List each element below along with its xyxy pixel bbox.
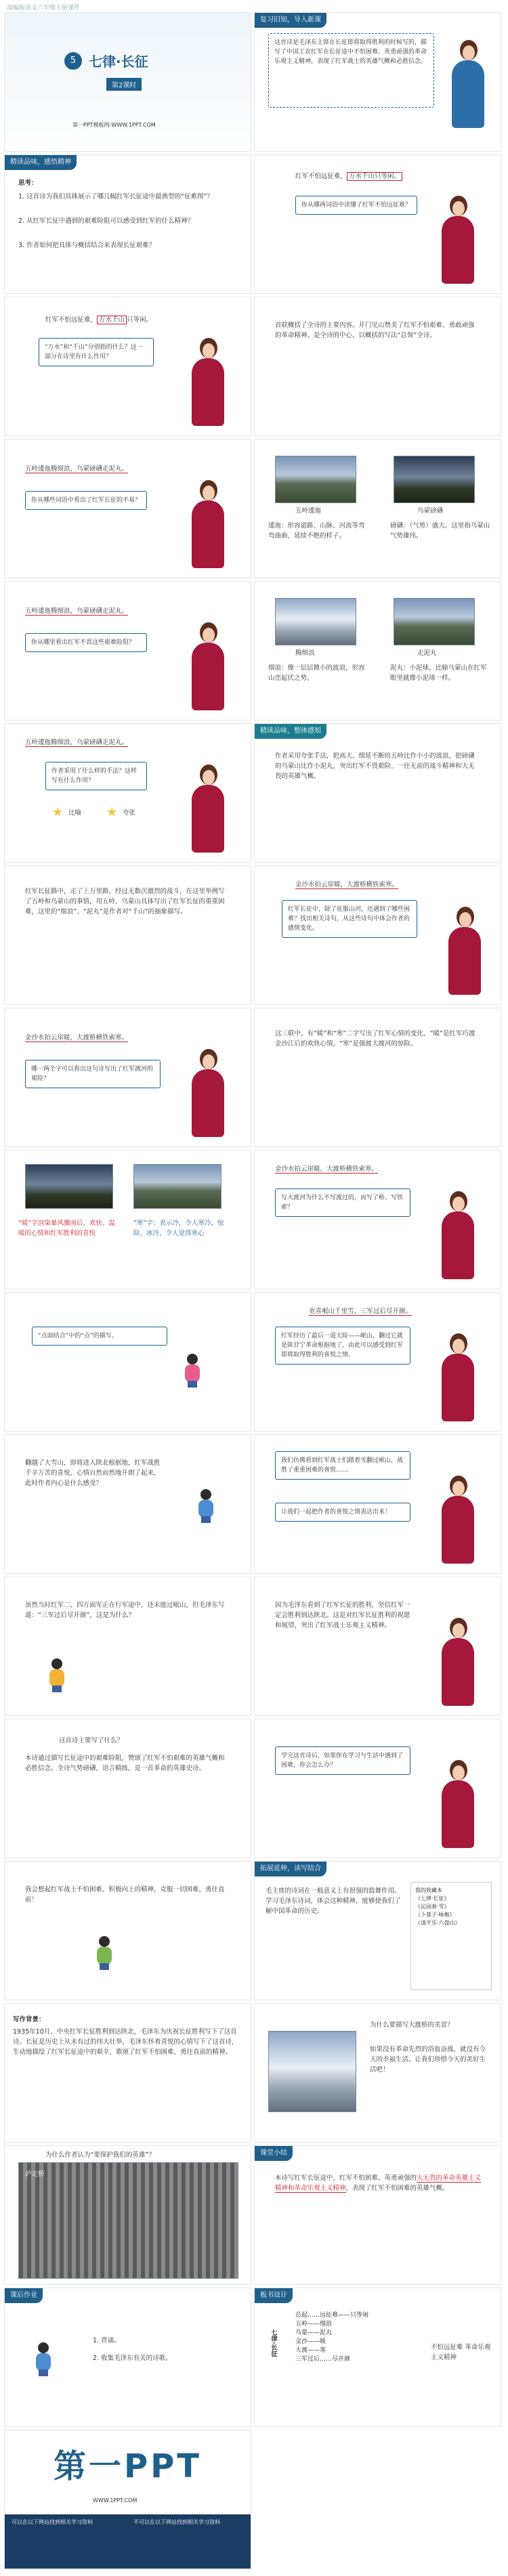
- summary-text: 本诗通过描写长征途中的艰难险阻，赞颂了红军不怕艰难的英雄气概和必胜信念。全诗气势磅礴，语言精练，是一首革命的英雄史诗。: [25, 1755, 225, 1772]
- poem-line: 五岭逶迤腾细浪，乌蒙磅礴走泥丸。: [25, 607, 129, 615]
- dadu-bridge-image: [133, 1164, 221, 1209]
- option-label: 比喻: [68, 809, 82, 817]
- slide-row: [4, 581, 504, 721]
- card-item: 《沁园春·雪》: [415, 1904, 450, 1910]
- teacher-illustration: [438, 1476, 478, 1564]
- slide-warm-cold-question[interactable]: [4, 1008, 251, 1147]
- answer-text: 这三联中，有“暖”和“寒”二字写出了红军心情的变化，“暖”是红军巧渡金沙江后的欢快心情，“寒”是强渡大渡河的惊险。: [275, 1030, 475, 1048]
- slide-background-info[interactable]: [4, 2003, 251, 2143]
- read-aloud-callout: 让我们一起把作者的喜悦之情表达出来！: [275, 1503, 410, 1522]
- slide-student-answer[interactable]: [4, 1861, 251, 2000]
- blackboard-spirit: 不怕远征难 革命乐观主义精神: [431, 2344, 491, 2361]
- answer-callout: 红军经历了最后一道天险——岷山，翻过它就是陕甘宁革命根据地了，由此可以感受到红军即将取得胜利的喜悦之情。: [275, 1327, 410, 1365]
- slide-minshan[interactable]: [254, 1292, 501, 1432]
- ad-footer-right: 不可以在以下网站找到相关学习资料: [133, 2519, 220, 2525]
- answer-text: 作者采用夸张手法，把高大、绵延不断的五岭比作小小的波浪，把磅礴的乌蒙山比作小泥丸，突出红军不畏艰险、一往无前的战斗精神和大无畏的英雄气概。: [275, 752, 475, 780]
- answer-text: 因为毛泽东看到了红军长征的胜利，坚信红军一定会胜利到达陕北。这是对红军长征胜利的祝愿和展望，突出了红军战士乐观主义精神。: [275, 1602, 410, 1629]
- slide-row: [4, 12, 504, 152]
- question-callout: “万水”和“千山”分别指的什么？这一部分在诗里有什么作用？: [39, 338, 154, 366]
- slide-joy-question[interactable]: [4, 1434, 251, 1574]
- card-title: 我的收藏本: [415, 1887, 442, 1893]
- slide-technique-question[interactable]: [4, 723, 251, 863]
- slide-couplet-2[interactable]: [4, 297, 251, 436]
- image-description: 磅礴：（气势）盛大。这里指乌蒙山气势雄伟。: [390, 522, 490, 540]
- slide-river-images[interactable]: [4, 1150, 251, 1289]
- poem-line: 金沙水拍云崖暖，大渡桥横铁索寒。: [295, 881, 399, 888]
- bridge-heading: 为什么作者认为“要保护我们的英雄”？: [45, 2151, 155, 2159]
- homework-item: 1. 背诵。: [93, 2337, 121, 2344]
- card-item: 《清平乐·六盘山》: [415, 1920, 461, 1926]
- blackboard-item: 总起……远征难——只等闲: [295, 2312, 369, 2319]
- luding-bridge-image: [18, 2162, 238, 2279]
- question-callout: 写大渡河为什么不写渡过的，而写了桥、写铁索？: [275, 1188, 410, 1217]
- question-callout: “点面结合”中的“点”的描写。: [32, 1327, 167, 1346]
- question-callout: 你从哪些词语中看出了红军长征的不易？: [25, 491, 147, 510]
- ad-footer-left: 可以在以下网站找到相关学习资料: [12, 2519, 93, 2525]
- slide-row: [4, 1434, 504, 1574]
- blackboard-item: 五岭——细浪: [295, 2321, 333, 2327]
- poem-line: 五岭逶迤腾细浪，乌蒙磅礴走泥丸。: [25, 465, 129, 473]
- card-item: 《卜算子·咏梅》: [415, 1912, 455, 1918]
- jinsha-river-image: [25, 1164, 113, 1209]
- slide-three-armies-question[interactable]: [4, 1576, 251, 1716]
- teacher-illustration: [438, 196, 478, 284]
- image-caption: 走泥丸: [417, 649, 437, 657]
- slide-couplet-1[interactable]: [254, 154, 501, 294]
- explanation-text: 红军长征路中，走了上万里路，经过无数次激烈的战斗，在这里举例写了五岭和乌蒙山的事情，用五岭、乌蒙山具体写出了红军长征的重重困难，这里的“细浪”、“泥丸”是作者对“千山”的抽象描写。: [25, 888, 225, 916]
- slide-section-bar: 拓展延伸，读写结合: [255, 1862, 326, 1876]
- slide-section-bar: 精读品味，感悟精神: [5, 155, 77, 170]
- poem-line: 金沙水拍云崖暖，大渡桥横铁索寒。: [275, 1165, 379, 1173]
- slide-row: [4, 1719, 504, 1858]
- question-callout: 作者采用了什么样的手法？这样写有什么作用？: [45, 762, 147, 790]
- homework-item: 2. 收集毛泽东有关的诗歌。: [93, 2355, 172, 2362]
- student-illustration: [194, 1489, 217, 1523]
- slide-warm-cold-answer[interactable]: [254, 1008, 501, 1147]
- slide-metaphor-images[interactable]: [254, 581, 501, 721]
- teacher-illustration: [188, 1049, 228, 1137]
- blackboard-item: 大渡——寒: [295, 2347, 326, 2354]
- question-2: 2. 从红军长征中遇到的艰难险阻可以感受到红军的什么精神？: [18, 217, 194, 225]
- option-label: 夸张: [123, 809, 136, 817]
- student-illustration: [45, 1658, 68, 1692]
- poem-line: 更喜岷山千里雪，三军过后尽开颜。: [309, 1308, 412, 1315]
- scene-text: 如果没有革命先烈的浴血奋战，就没有今天的幸福生活。让我们珍惜今天的美好生活吧！: [370, 2046, 486, 2074]
- slide-review[interactable]: [254, 12, 501, 152]
- slide-mountains-images[interactable]: [254, 439, 501, 578]
- slide-class-summary[interactable]: [254, 2145, 501, 2285]
- slide-row: [4, 2430, 504, 2569]
- question-callout: 你从哪里看出红军不畏这些艰难险阻？: [25, 633, 147, 652]
- image-caption: 乌蒙磅礴: [417, 507, 444, 515]
- student-writing-illustration: [32, 2342, 66, 2390]
- wumeng-mountain-image: [394, 456, 475, 503]
- slide-couplet-2-answer[interactable]: [254, 297, 501, 436]
- poem-line: 红军不怕远征难， 万水千山只等闲。: [295, 171, 402, 181]
- answer-text: 首联概括了全诗的主要内容。开门见山赞美了红军不怕艰难、勇敢顽强的革命精神。是全诗的中心，以概括的写法“总领”全诗。: [275, 322, 475, 339]
- slide-row: [4, 2288, 504, 2427]
- extension-text: 毛主席的诗词在一般意义上有很强的鼓舞作用。学习毛泽东诗词，体会这种精神，能够使我们了解中国革命的历史。: [266, 1887, 401, 1915]
- lesson-badge: 第2课时: [106, 78, 142, 91]
- teacher-illustration: [438, 1191, 478, 1279]
- teacher-illustration: [448, 40, 488, 128]
- slide-row: [4, 865, 504, 1005]
- image-description: 逶迤：形容道路、山脉、河流等弯弯曲曲，延续不绝的样子。: [268, 522, 365, 540]
- slide-bridge-question[interactable]: [254, 1150, 501, 1289]
- slide-point-description[interactable]: [4, 1292, 251, 1432]
- slide-row: [4, 1150, 504, 1289]
- blackboard-item: 三军过后……尽开颜: [295, 2356, 351, 2363]
- teacher-illustration: [444, 907, 485, 995]
- poem-collection-card: [410, 1882, 492, 1990]
- image-caption: 腾细浪: [295, 649, 315, 657]
- ad-footer: [5, 2514, 251, 2569]
- slide-grid: [4, 12, 504, 2572]
- slide-section-bar: 精读品味，整体感知: [255, 724, 326, 739]
- slide-section-bar: 复习旧知，导入新课: [255, 13, 326, 28]
- image-description: 细浪：像一层层微小的波浪，形容山峦起伏之势。: [268, 664, 365, 682]
- slide-section-bar: 板书设计: [255, 2288, 293, 2303]
- question-3: 3. 作者如何把具体与概括结合来表现长征艰难？: [18, 242, 156, 249]
- brand-url: WWW.1PPT.COM: [93, 2497, 137, 2504]
- slide-row: [4, 1008, 504, 1147]
- lesson-number-badge: 5: [64, 52, 82, 70]
- slide-blackboard[interactable]: [254, 2288, 501, 2427]
- slide-metaphor-question[interactable]: [4, 581, 251, 721]
- slide-row: [4, 297, 504, 436]
- student-illustration: [93, 1936, 133, 1983]
- warm-note: “暖”字渲染暴风骤雨后，欢快、温暖的心情和红军胜利的喜悦: [18, 1220, 115, 1237]
- slide-row: [4, 2003, 504, 2143]
- slide-summary-question[interactable]: [4, 1719, 251, 1858]
- bridge-caption: 泸定桥: [25, 2170, 45, 2178]
- mud-ball-mountain-image: [394, 598, 475, 645]
- review-callout: 这首诗是毛泽东主席在长征即将取得胜利的时候写的，描写了中国工农红军在长征途中不怕困难、英勇顽强的革命乐观主义精神，表现了红军战士的英雄气概和必胜信念。: [268, 33, 434, 108]
- soldiers-illustration: [268, 2031, 356, 2112]
- question-1: 1. 这首诗为我们具体展示了哪几幅红军长征途中最典型的“征难图”？: [18, 193, 213, 200]
- slide-three-armies-answer[interactable]: [254, 1576, 501, 1716]
- slide-questions[interactable]: [4, 154, 251, 294]
- star-icon: ★: [106, 805, 118, 819]
- blackboard-items: [295, 2311, 368, 2364]
- poem-line: 金沙水拍云崖暖，大渡桥横铁索寒。: [25, 1034, 129, 1042]
- answer-text: 我会想起红军战士不怕困难、积极向上的精神，克服一切困难，勇往直前！: [25, 1886, 225, 1904]
- slide-section-bar: 课后作业: [5, 2288, 43, 2303]
- question-callout: 哪一两个字可以看出这句诗写出了红军渡河的艰险？: [25, 1060, 161, 1088]
- slide-row: [4, 1576, 504, 1716]
- questions-heading: 思考：: [18, 179, 38, 187]
- cold-note: “寒”字：表示冷，令人寒冷，惊险、冰冷，令人觉得寒心: [133, 1220, 224, 1237]
- image-caption: 五岭逶迤: [295, 507, 322, 515]
- card-item: 《七律·长征》: [415, 1895, 450, 1902]
- slide-joy-read-aloud[interactable]: [254, 1434, 501, 1574]
- slide-extension[interactable]: [254, 1861, 501, 2000]
- poem-line: 五岭逶迤腾细浪，乌蒙磅礴走泥丸。: [25, 739, 129, 746]
- slide-luding-bridge[interactable]: [4, 2145, 251, 2285]
- slide-rivers-question[interactable]: [254, 865, 501, 1005]
- question-callout: 红军长征中，除了征服山河，还遇到了哪些困难？找出相关诗句，从这些诗句中体会作者的感情变化。: [282, 900, 417, 938]
- student-illustration: [181, 1354, 204, 1388]
- feeling-callout: 我们仿佛看到红军战士们踏着雪翻过岷山，战胜了重重困难的喜悦……: [275, 1451, 410, 1480]
- scene-heading: 为什么要描写大渡桥的美景？: [370, 2021, 454, 2029]
- waves-mountain-image: [275, 598, 356, 645]
- background-heading: 写作背景：: [13, 2016, 45, 2023]
- background-text: 1935年10月，中央红军长征胜利到达陕北，毛泽东为庆祝长征胜利写下了这首诗。长征是历史上从未有过的伟大壮举，毛泽东怀着喜悦的心情写下了这首诗，生动地描绘了红军长征途中的艰辛，歌颂了红军不怕困难、勇往直前的精神。: [13, 2028, 238, 2056]
- slide-row: [4, 1861, 504, 2000]
- slide-thousand-mountains[interactable]: [4, 865, 251, 1005]
- teacher-illustration: [438, 1333, 478, 1421]
- teacher-illustration: [438, 1618, 478, 1706]
- reflection-callout: 学完这首诗后，如果你在学习与生活中遇到了困难，你会怎么办？: [275, 1746, 410, 1775]
- slide-row: [4, 1292, 504, 1432]
- summary-paragraph: 本诗写红军长征途中，红军不怕困难、英勇顽强的大无畏的革命英雄主义精神和革命乐观主义精神，表现了红军不怕困难的英雄气概。: [275, 2174, 482, 2192]
- wuling-mountain-image: [275, 456, 356, 503]
- slide-homework[interactable]: [4, 2288, 251, 2427]
- slide-technique-answer[interactable]: [254, 723, 501, 863]
- slide-bridge-scene[interactable]: [254, 2003, 501, 2143]
- image-description: 泥丸：小泥球，比喻乌蒙山在红军眼里就像小泥球一样。: [390, 664, 487, 682]
- teacher-illustration: [188, 765, 228, 853]
- slide-section-bar: 课堂小结: [255, 2146, 293, 2161]
- slide-ad-1ppt[interactable]: [4, 2430, 251, 2569]
- question-text: 翻越了大雪山，即将进入陕北根据地，红军战胜千辛万苦的喜悦，心情自然而然地开朗了起来，此时作者内心是什么感受？: [25, 1459, 161, 1487]
- slide-footer-text: 第一PPT模板网-WWW.1PPT.COM: [72, 122, 156, 128]
- slide-row: [4, 439, 504, 578]
- slide-mountains-question[interactable]: [4, 439, 251, 578]
- blackboard-item: 乌蒙——泥丸: [295, 2330, 333, 2336]
- question-text: 虽然当时红军二、四方面军正在行军途中，还未能过岷山，但毛泽东写道：“三军过后尽开颜”，这是为什么？: [25, 1602, 225, 1619]
- teacher-illustration: [188, 338, 228, 426]
- poem-line: 红军不怕远征难， 万水千山 只等闲。: [45, 316, 153, 324]
- slide-title-text: 七律·长征: [89, 53, 148, 70]
- teacher-illustration: [188, 622, 228, 710]
- blackboard-title: 七律·长征: [270, 2329, 277, 2357]
- star-icon: ★: [52, 805, 64, 819]
- slide-row: [4, 723, 504, 863]
- slide-reflection[interactable]: [254, 1719, 501, 1858]
- page-header-text: 部编版语文六年级上册课件: [7, 5, 81, 12]
- teacher-illustration: [438, 1760, 478, 1848]
- question-callout: 你从哪两词语中读懂了红军不怕远征难？: [295, 196, 417, 215]
- blackboard-item: 金沙——暖: [295, 2338, 326, 2345]
- teacher-illustration: [188, 480, 228, 568]
- slide-row: [4, 154, 504, 294]
- summary-heading: 这首诗主要写了什么？: [59, 1737, 124, 1744]
- brand-logo: 第一PPT: [53, 2447, 203, 2485]
- slide-row: [4, 2145, 504, 2285]
- slide-title[interactable]: [4, 12, 251, 152]
